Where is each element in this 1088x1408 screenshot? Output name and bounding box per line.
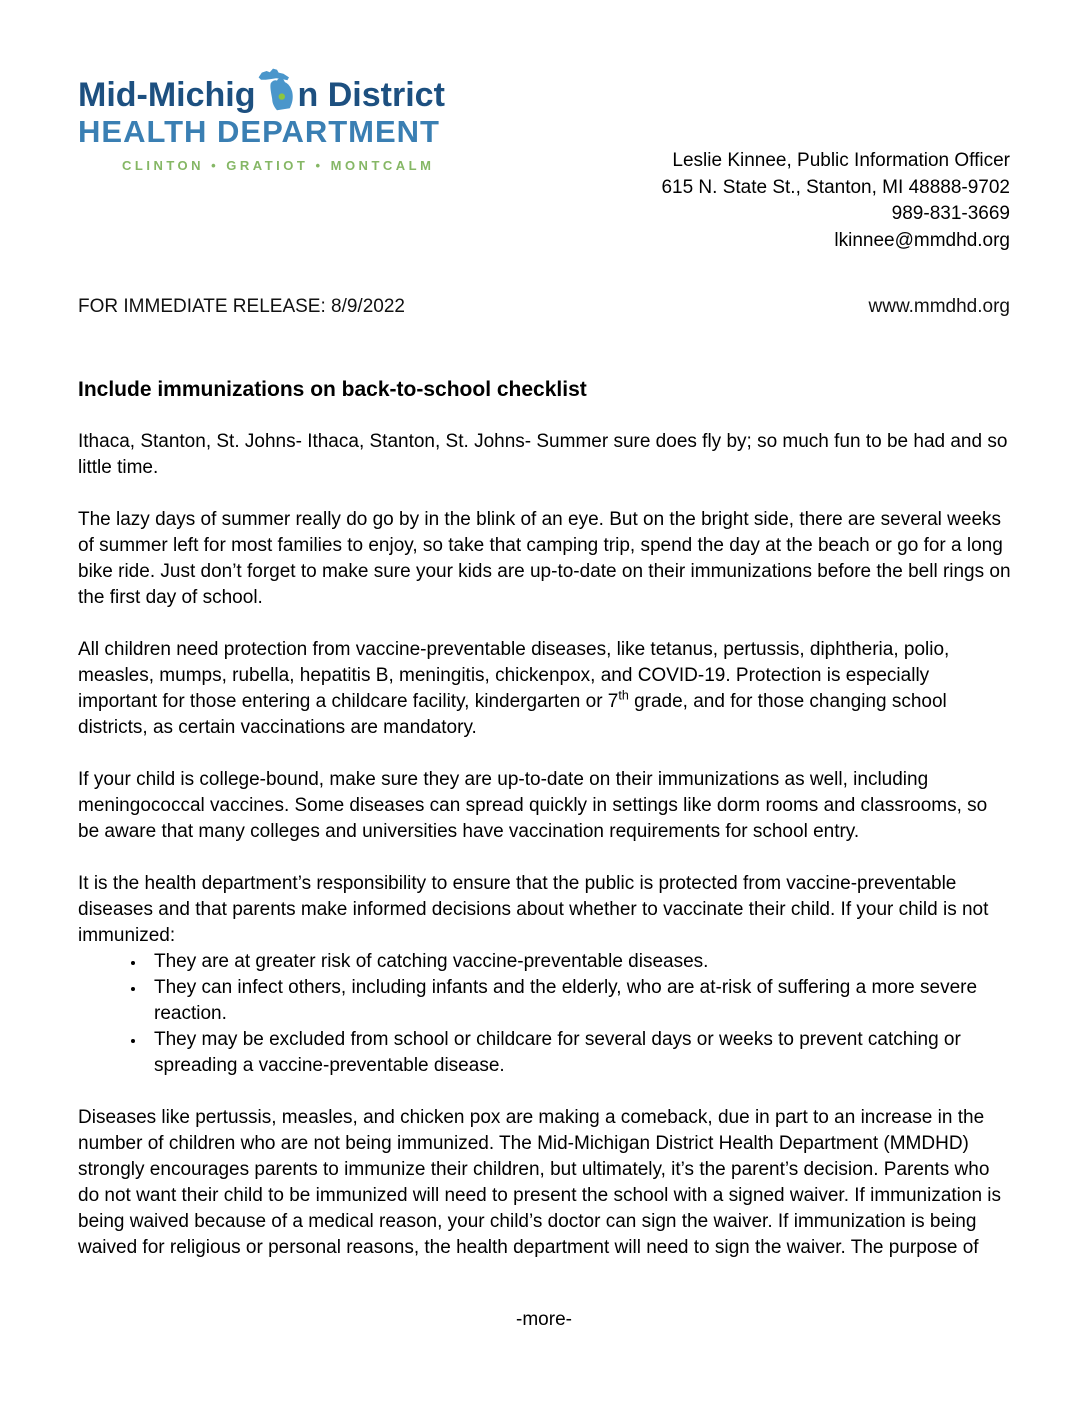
logo-org-name-pre: Mid-Michig: [78, 76, 256, 114]
list-item: • They may be excluded from school or childcare for several days or weeks to prevent catching or spreading a vaccine-preventable disease.: [146, 1027, 1012, 1079]
logo-counties: CLINTON • GRATIOT • MONTCALM: [122, 158, 435, 173]
logo-dept-name: HEALTH DEPARTMENT: [78, 114, 440, 149]
paragraph-3-text: All children need protection from vaccine-preventable diseases, like tetanus, pertussis, diphtheria, polio, measles, mumps, rubella, hepatitis B, meningitis, chickenpox, and COVID-19. Protection is especially important for those entering a childcare facility, kindergarten or 7: [78, 639, 950, 712]
mmdhd-logo: [78, 58, 498, 172]
more-indicator: -more-: [516, 1309, 572, 1330]
paragraph-4: If your child is college-bound, make sure they are up-to-date on their immunizations as well, including meningococcal vaccines. Some diseases can spread quickly in settings like dorm rooms and classrooms, so be aware that many colleges and universities have vaccination requirements for school entry.: [78, 769, 988, 842]
paragraph-3-text-cont: grade, and for those changing school districts, as certain vaccinations are mandatory.: [78, 691, 947, 738]
contact-email: lkinnee@mmdhd.org: [834, 229, 1010, 251]
contact-address: 615 N. State St., Stanton, MI 48888-9702: [661, 176, 1010, 198]
paragraph-3: [78, 637, 1012, 741]
contact-phone: 989-831-3669: [891, 203, 1010, 224]
org-website: www.mmdhd.org: [868, 296, 1010, 317]
paragraph-3-superscript: th: [618, 688, 629, 703]
michigan-state-icon: [257, 58, 297, 116]
headline: Include immunizations on back-to-school checklist: [78, 378, 587, 401]
risk-bullet-list: [78, 949, 1012, 1079]
paragraph-5: It is the health department’s responsibility to ensure that the public is protected from vaccine-preventable diseases and that parents make informed decisions about whether to vaccinate their child. If your child is not immunized:: [78, 873, 989, 946]
contact-name: Leslie Kinnee, Public Information Officer: [672, 150, 1010, 171]
release-row: [78, 294, 1010, 320]
list-item: • They can infect others, including infants and the elderly, who are at-risk of suffering a more severe reaction.: [146, 975, 1012, 1027]
logo-org-name-post: n District: [297, 76, 445, 114]
logo-org-name: [78, 58, 498, 112]
paragraph-2: The lazy days of summer really do go by in the blink of an eye. But on the bright side, there are several weeks of summer left for most families to enjoy, so take that camping trip, spend the day at the beach or go for a long bike ride. Just don’t forget to make sure your kids are up-to-date on their immunizations before the bell rings on the first day of school.: [78, 509, 1011, 608]
paragraph-6: Diseases like pertussis, measles, and chicken pox are making a comeback, due in part to an increase in the number of children who are not being immunized. The Mid-Michigan District Health Department (MMDHD) strongly encourages parents to immunize their children, but ultimately, it’s the parent’s decision. Parents who do not want their child to be immunized will need to present the school with a signed waiver. If immunization is being waived because of a medical reason, your child’s doctor can sign the waiver. If immunization is being waived for religious or personal reasons, the health department will need to sign the waiver. The purpose of: [78, 1107, 1002, 1258]
release-date: FOR IMMEDIATE RELEASE: 8/9/2022: [78, 296, 405, 317]
list-item: • They are at greater risk of catching vaccine-preventable diseases.: [146, 949, 1012, 975]
paragraph-1: Ithaca, Stanton, St. Johns- Ithaca, Stanton, St. Johns- Summer sure does fly by; so much fun to be had and so little time.: [78, 431, 1008, 478]
article-body: [78, 429, 1010, 1261]
header: [78, 58, 1010, 254]
contact-block: [661, 148, 1010, 254]
